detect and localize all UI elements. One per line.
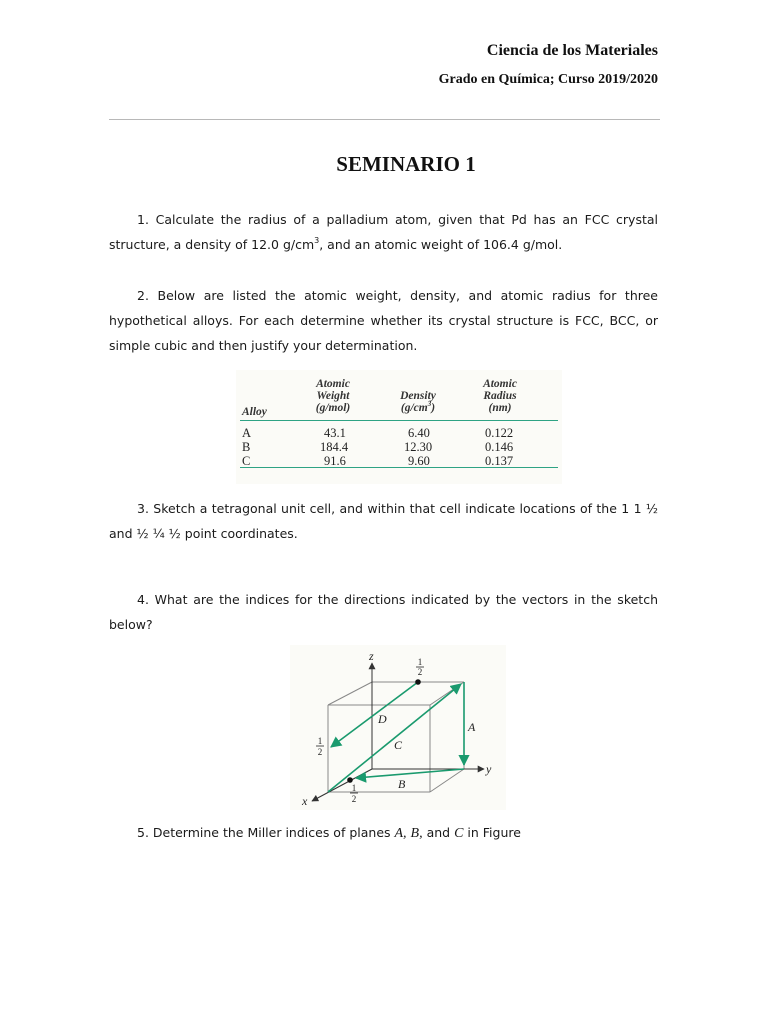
density-unit-post: ) [431, 402, 436, 414]
radius-header-line-2: Radius [483, 390, 517, 402]
density-header-unit [386, 402, 450, 414]
table-cell-weight: 91.6 [324, 454, 346, 468]
density-header [386, 390, 450, 414]
table-header-rule [240, 420, 558, 421]
half-point-top [415, 679, 421, 685]
question-1-tail: , and an atomic weight of 106.4 g/mol. [319, 237, 563, 252]
half-bottom-num: 1 [351, 783, 357, 793]
vector-a-label: A [468, 720, 476, 734]
axis-y-label: y [486, 762, 492, 776]
vector-c-label: C [394, 738, 403, 752]
half-point-bottom [347, 777, 353, 783]
vector-d-label: D [378, 712, 387, 726]
table-cell-alloy: A [242, 426, 252, 440]
table-cell-density: 6.40 [408, 426, 430, 440]
page-title: SEMINARIO 1 [336, 152, 476, 176]
table-cell-radius: 0.122 [485, 426, 514, 440]
question-5-text: 5. Determine the Miller indices of planes [137, 825, 395, 840]
table-cell-radius: 0.146 [485, 440, 514, 454]
question-5 [109, 820, 658, 846]
density-unit-sup: 3 [427, 400, 432, 408]
table-cell-density: 12.30 [404, 440, 433, 454]
weight-header-line-3: (g/mol) [315, 402, 351, 414]
alloy-table-figure [236, 370, 562, 484]
table-cell-density: 9.60 [408, 454, 430, 468]
weight-header [300, 378, 366, 414]
alloy-header: Alloy [242, 406, 267, 418]
radius-header [470, 378, 530, 414]
question-1 [109, 207, 658, 257]
plane-c-label: C [454, 826, 464, 841]
half-bottom-den: 2 [351, 794, 357, 804]
axis-z-label: z [369, 649, 374, 663]
cube-direction-figure [290, 645, 506, 810]
radius-header-line-1: Atomic [483, 378, 517, 390]
cube-svg [290, 645, 506, 810]
question-4: 4. What are the indices for the directions indicated by the vectors in the sketch below? [109, 592, 658, 632]
vector-b-label: B [398, 777, 406, 791]
table-cell-radius: 0.137 [485, 454, 514, 468]
half-top-den: 2 [417, 667, 423, 677]
question-5-and: and [422, 825, 455, 840]
density-header-title: Density [400, 390, 436, 402]
question-2: 2. Below are listed the atomic weight, density, and atomic radius for three hypothetical alloys. For each determine whether its crystal structure is FCC, BCC, or simple cubic and then justify your determination. [109, 288, 658, 353]
program-subtitle: Grado en Química; Curso 2019/2020 [438, 72, 658, 87]
question-3: 3. Sketch a tetragonal unit cell, and within that cell indicate locations of the 1 1 ½ and ½ ¼ ½ point coordinates. [109, 501, 658, 541]
weight-header-line-1: Atomic [316, 378, 350, 390]
course-title: Ciencia de los Materiales [486, 42, 658, 59]
header-divider [109, 119, 660, 120]
half-top-num: 1 [417, 657, 423, 667]
density-unit-pre: (g/cm [400, 402, 428, 414]
axis-x-label: x [302, 794, 308, 808]
half-left-den: 2 [317, 747, 323, 757]
table-cell-weight: 184.4 [320, 440, 349, 454]
table-bottom-rule [240, 467, 558, 468]
question-5-tail: in Figure [463, 825, 521, 840]
radius-header-line-3: (nm) [488, 402, 512, 414]
plane-a-label: A, [394, 826, 407, 841]
question-1-superscript: 3 [314, 236, 320, 245]
plane-b-label: B, [410, 826, 423, 841]
half-left-num: 1 [317, 736, 323, 746]
table-cell-weight: 43.1 [324, 426, 346, 440]
table-cell-alloy: B [242, 440, 251, 454]
table-cell-alloy: C [242, 454, 251, 468]
question-1-text: 1. Calculate the radius of a palladium atom, given that Pd has an FCC crystal structure, a density of 12.0 g/cm [109, 212, 658, 252]
weight-header-line-2: Weight [316, 390, 350, 402]
